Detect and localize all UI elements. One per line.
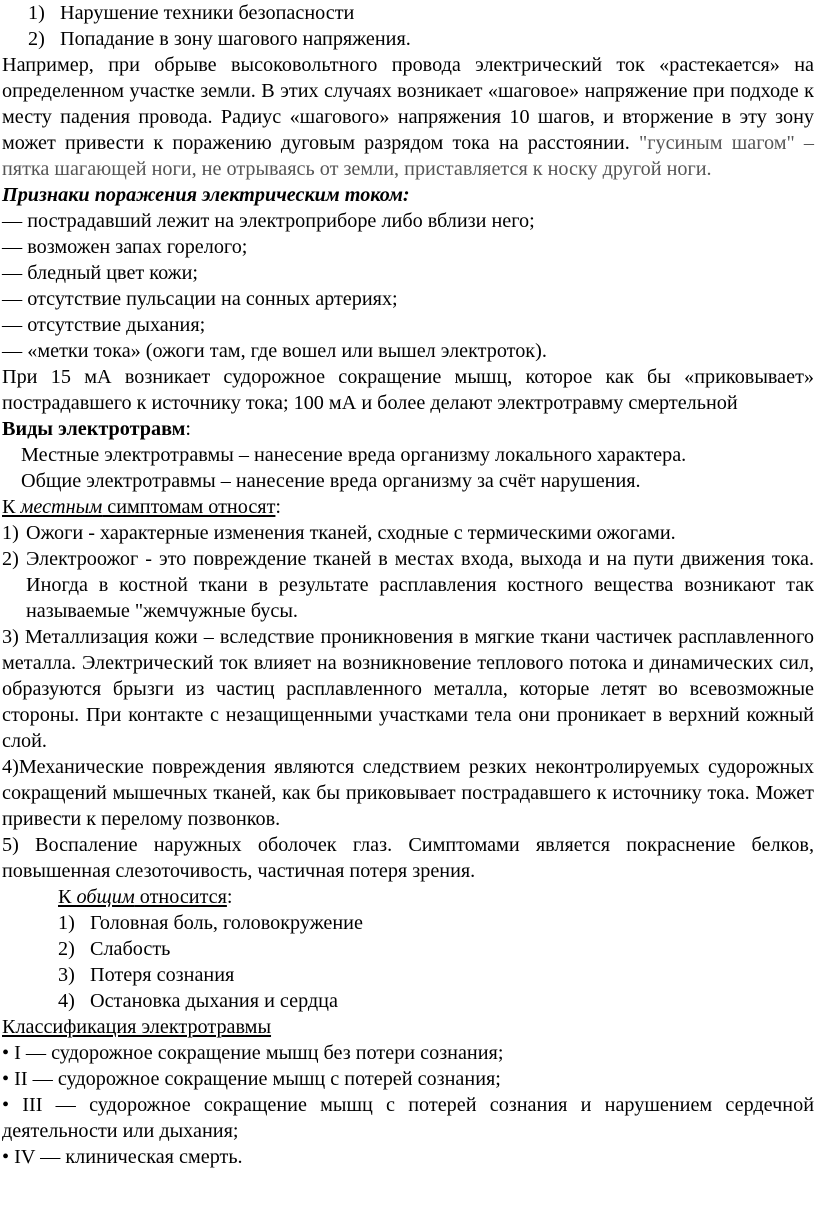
document-page [2, 0, 814, 1170]
sign-item: — возможен запах горелого; [2, 236, 248, 258]
intro-item-2 [2, 26, 814, 52]
general-item-number: 2) [58, 938, 75, 960]
local-heading-colon: : [275, 496, 282, 518]
general-item-text: Слабость [90, 938, 171, 960]
sign-item: — отсутствие дыхания; [2, 314, 206, 336]
sign-item: — «метки тока» (ожоги там, где вошел или вышел электроток). [2, 340, 547, 362]
general-item-number: 1) [58, 912, 75, 934]
local-heading-post: симптомам относят [102, 496, 276, 518]
local-item-1 [2, 520, 814, 546]
general-item-3 [2, 962, 814, 988]
general-item-text: Потеря сознания [90, 964, 235, 986]
general-heading-em: общим [76, 886, 135, 908]
intro-item-number: 2) [28, 28, 45, 50]
general-item-1 [2, 910, 814, 936]
example-paragraph [2, 52, 814, 182]
intro-item-text: Нарушение техники безопасности [60, 2, 355, 24]
local-item-3: 3) Металлизация кожи – вследствие проникновения в мягкие ткани частичек расплавленного металла. Электрический ток влияет на возникновение теплового потока и динамических сил, образуются брызги из частиц расплавленного металла, которые летят во всевозможные стороны. При контакте с незащищенными участками тела они проникает в верхний кожный слой. [2, 626, 814, 752]
intro-item-1 [2, 0, 814, 26]
current-paragraph: При 15 мА возникает судорожное сокращение мышц, которое как бы «приковывает» пострадавшего к источнику тока; 100 мА и более делают электротравму смертельной [2, 366, 814, 414]
sign-item: — пострадавший лежит на электроприборе либо вблизи него; [2, 210, 535, 232]
general-heading-pre: К [58, 886, 77, 908]
general-item-text: Головная боль, головокружение [90, 912, 363, 934]
local-item-4: 4)Механические повреждения являются следствием резких неконтролируемых судорожных сокращений мышечных тканей, как бы приковывает пострадавшего к источнику тока. Может привести к перелому позвонков. [2, 756, 814, 830]
intro-item-number: 1) [28, 2, 45, 24]
local-symptoms-heading [2, 494, 814, 520]
general-item-text: Остановка дыхания и сердца [90, 990, 338, 1012]
general-item-2 [2, 936, 814, 962]
goose-step-text: "гусиным шагом" – пятка шагающей ноги, не отрываясь от земли, приставляется к носку другой ноги. [2, 132, 814, 180]
local-heading-pre: К [2, 496, 21, 518]
types-general: Общие электротравмы – нанесение вреда организму за счёт нарушения. [21, 470, 641, 492]
types-heading-colon: : [185, 418, 192, 440]
local-heading-em: местным [20, 496, 103, 518]
classification-item: • III — судорожное сокращение мышц с потерей сознания и нарушением сердечной деятельности или дыхания; [2, 1094, 814, 1142]
classification-item: • II — судорожное сокращение мышц с потерей сознания; [2, 1068, 501, 1090]
intro-item-text: Попадание в зону шагового напряжения. [60, 28, 411, 50]
general-item-4 [2, 988, 814, 1014]
types-heading-text: Виды электротравм [2, 418, 186, 440]
general-item-number: 4) [58, 990, 75, 1012]
local-item-number: 1) [2, 522, 19, 544]
general-heading-post: относится [134, 886, 227, 908]
types-local: Местные электротравмы – нанесение вреда организму локального характера. [21, 444, 687, 466]
classification-item: • IV — клиническая смерть. [2, 1146, 243, 1168]
classification-item: • I — судорожное сокращение мышц без потери сознания; [2, 1042, 504, 1064]
local-item-text: Электроожог - это повреждение тканей в местах входа, выхода и на пути движения тока. Иногда в костной ткани в результате расплавления костного вещества возникают так называемые "жемчужные бусы. [26, 548, 814, 622]
local-item-5: 5) Воспаление наружных оболочек глаз. Симптомами является покраснение белков, повышенная слезоточивость, частичная потеря зрения. [2, 834, 814, 882]
local-item-number: 2) [2, 548, 19, 570]
classification-heading: Классификация электротравмы [2, 1016, 272, 1038]
general-heading-colon: : [226, 886, 233, 908]
sign-item: — отсутствие пульсации на сонных артериях; [2, 288, 398, 310]
general-item-number: 3) [58, 964, 75, 986]
types-heading [2, 416, 814, 442]
example-text: Например, при обрыве высоковольтного провода электрический ток «растекается» на определенном участке земли. В этих случаях возникает «шаговое» напряжение при подходе к месту падения провода. Радиус «шагового» напряжения 10 шагов, и вторжение в эту зону может привести к поражению дуговым разрядом тока на расстоянии. [2, 54, 814, 154]
local-item-text: Ожоги - характерные изменения тканей, сходные с термическими ожогами. [26, 522, 676, 544]
local-item-2 [2, 546, 814, 624]
signs-heading: Признаки поражения электрическим током: [2, 184, 410, 206]
sign-item: — бледный цвет кожи; [2, 262, 199, 284]
general-symptoms-heading [2, 884, 814, 910]
